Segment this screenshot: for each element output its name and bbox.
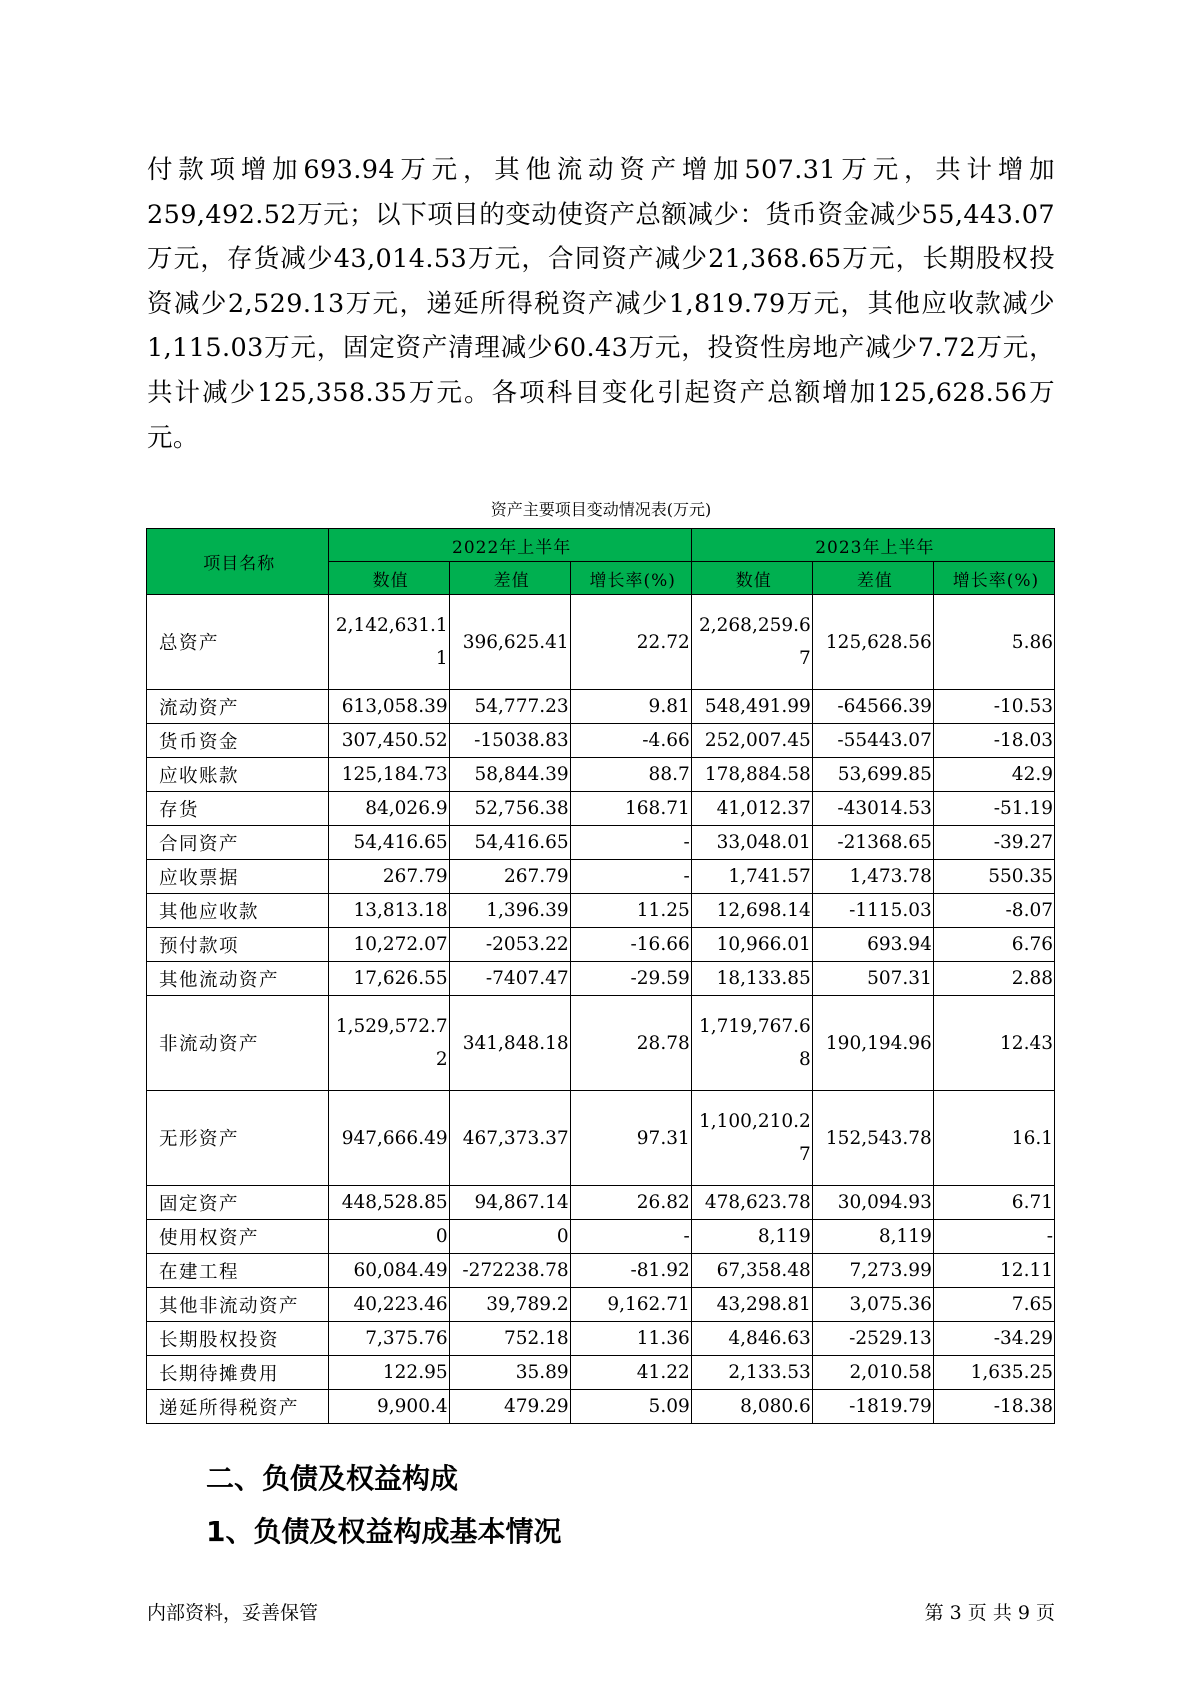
header-item-name: 项目名称 [147, 529, 329, 595]
value-2023-cell: 1,719,767.68 [691, 996, 812, 1091]
diff-2023-cell: 1,473.78 [812, 860, 933, 894]
value-2023-cell: 548,491.99 [691, 690, 812, 724]
diff-2022-cell: -2053.22 [449, 928, 570, 962]
diff-2023-cell: 507.31 [812, 962, 933, 996]
value-2022-cell: 1,529,572.72 [328, 996, 449, 1091]
diff-2022-cell: 267.79 [449, 860, 570, 894]
diff-2022-cell: 52,756.38 [449, 792, 570, 826]
table-row [147, 1390, 1055, 1424]
diff-2023-cell: -1115.03 [812, 894, 933, 928]
item-name-cell: 货币资金 [147, 724, 329, 758]
diff-2023-cell: -1819.79 [812, 1390, 933, 1424]
value-2022-cell: 0 [328, 1220, 449, 1254]
diff-2022-cell: 35.89 [449, 1356, 570, 1390]
item-name-cell: 非流动资产 [147, 996, 329, 1091]
rate-2023-cell: -8.07 [933, 894, 1054, 928]
diff-2022-cell: 0 [449, 1220, 570, 1254]
rate-2022-cell: 22.72 [570, 595, 691, 690]
value-2022-cell: 60,084.49 [328, 1254, 449, 1288]
value-2023-cell: 2,268,259.67 [691, 595, 812, 690]
value-2023-cell: 478,623.78 [691, 1186, 812, 1220]
rate-2022-cell: 28.78 [570, 996, 691, 1091]
diff-2022-cell: 396,625.41 [449, 595, 570, 690]
diff-2022-cell: 1,396.39 [449, 894, 570, 928]
value-2023-cell: 10,966.01 [691, 928, 812, 962]
value-2023-cell: 2,133.53 [691, 1356, 812, 1390]
header-value-2022: 数值 [328, 562, 449, 595]
table-row [147, 860, 1055, 894]
diff-2023-cell: -2529.13 [812, 1322, 933, 1356]
diff-2022-cell: 54,777.23 [449, 690, 570, 724]
value-2022-cell: 7,375.76 [328, 1322, 449, 1356]
diff-2022-cell: 341,848.18 [449, 996, 570, 1091]
value-2023-cell: 178,884.58 [691, 758, 812, 792]
value-2022-cell: 54,416.65 [328, 826, 449, 860]
table-row [147, 758, 1055, 792]
table-row [147, 1356, 1055, 1390]
rate-2023-cell: 12.11 [933, 1254, 1054, 1288]
value-2022-cell: 947,666.49 [328, 1091, 449, 1186]
header-value-2023: 数值 [691, 562, 812, 595]
table-row [147, 792, 1055, 826]
footer-confidential-note: 内部资料，妥善保管 [147, 1602, 319, 1624]
item-name-cell: 在建工程 [147, 1254, 329, 1288]
table-row [147, 928, 1055, 962]
asset-change-table [146, 528, 1055, 1424]
value-2023-cell: 67,358.48 [691, 1254, 812, 1288]
value-2022-cell: 10,272.07 [328, 928, 449, 962]
item-name-cell: 总资产 [147, 595, 329, 690]
value-2023-cell: 33,048.01 [691, 826, 812, 860]
diff-2023-cell: 3,075.36 [812, 1288, 933, 1322]
rate-2023-cell: 12.43 [933, 996, 1054, 1091]
value-2023-cell: 252,007.45 [691, 724, 812, 758]
rate-2022-cell: 97.31 [570, 1091, 691, 1186]
diff-2022-cell: 39,789.2 [449, 1288, 570, 1322]
item-name-cell: 其他流动资产 [147, 962, 329, 996]
rate-2023-cell: 7.65 [933, 1288, 1054, 1322]
rate-2022-cell: -81.92 [570, 1254, 691, 1288]
diff-2023-cell: -64566.39 [812, 690, 933, 724]
value-2023-cell: 43,298.81 [691, 1288, 812, 1322]
header-diff-2023: 差值 [812, 562, 933, 595]
value-2022-cell: 84,026.9 [328, 792, 449, 826]
value-2022-cell: 307,450.52 [328, 724, 449, 758]
table-row [147, 962, 1055, 996]
table-caption: 资产主要项目变动情况表(万元) [490, 500, 712, 519]
rate-2022-cell: - [570, 826, 691, 860]
item-name-cell: 应收票据 [147, 860, 329, 894]
rate-2022-cell: -29.59 [570, 962, 691, 996]
rate-2022-cell: -16.66 [570, 928, 691, 962]
diff-2022-cell: 54,416.65 [449, 826, 570, 860]
value-2022-cell: 125,184.73 [328, 758, 449, 792]
item-name-cell: 长期待摊费用 [147, 1356, 329, 1390]
table-row [147, 1288, 1055, 1322]
diff-2023-cell: 2,010.58 [812, 1356, 933, 1390]
value-2022-cell: 2,142,631.11 [328, 595, 449, 690]
diff-2023-cell: 7,273.99 [812, 1254, 933, 1288]
table-row [147, 690, 1055, 724]
rate-2023-cell: -18.03 [933, 724, 1054, 758]
rate-2023-cell: - [933, 1220, 1054, 1254]
rate-2023-cell: 42.9 [933, 758, 1054, 792]
table-row [147, 894, 1055, 928]
rate-2022-cell: - [570, 1220, 691, 1254]
footer-page-number: 第 3 页 共 9 页 [924, 1602, 1055, 1624]
value-2023-cell: 1,100,210.27 [691, 1091, 812, 1186]
rate-2023-cell: 16.1 [933, 1091, 1054, 1186]
diff-2023-cell: 152,543.78 [812, 1091, 933, 1186]
diff-2023-cell: 693.94 [812, 928, 933, 962]
value-2023-cell: 4,846.63 [691, 1322, 812, 1356]
value-2023-cell: 1,741.57 [691, 860, 812, 894]
table-row [147, 1091, 1055, 1186]
rate-2022-cell: 41.22 [570, 1356, 691, 1390]
table-row [147, 724, 1055, 758]
item-name-cell: 其他应收款 [147, 894, 329, 928]
body-paragraph: 付款项增加693.94万元，其他流动资产增加507.31万元，共计增加259,492.52万元；以下项目的变动使资产总额减少：货币资金减少55,443.07万元，存货减少43,014.53万元，合同资产减少21,368.65万元，长期股权投资减少2,529.13万元，递延所得税资产减少1,819.79万元，其他应收款减少1,115.03万元，固定资产清理减少60.43万元，投资性房地产减少7.72万元，共计减少125,358.35万元。各项科目变化引起资产总额增加125,628.56万元。 [147, 155, 1055, 453]
table-row [147, 595, 1055, 690]
item-name-cell: 预付款项 [147, 928, 329, 962]
diff-2022-cell: -15038.83 [449, 724, 570, 758]
value-2022-cell: 448,528.85 [328, 1186, 449, 1220]
rate-2023-cell: -34.29 [933, 1322, 1054, 1356]
diff-2023-cell: -55443.07 [812, 724, 933, 758]
table-row [147, 1220, 1055, 1254]
rate-2022-cell: 88.7 [570, 758, 691, 792]
diff-2022-cell: 58,844.39 [449, 758, 570, 792]
diff-2023-cell: 125,628.56 [812, 595, 933, 690]
header-period-2023: 2023年上半年 [691, 529, 1054, 562]
value-2023-cell: 41,012.37 [691, 792, 812, 826]
diff-2022-cell: 467,373.37 [449, 1091, 570, 1186]
rate-2023-cell: 550.35 [933, 860, 1054, 894]
section-heading: 二、负债及权益构成 [206, 1462, 459, 1495]
rate-2023-cell: 5.86 [933, 595, 1054, 690]
value-2022-cell: 122.95 [328, 1356, 449, 1390]
rate-2022-cell: 9,162.71 [570, 1288, 691, 1322]
item-name-cell: 无形资产 [147, 1091, 329, 1186]
diff-2023-cell: 8,119 [812, 1220, 933, 1254]
header-rate-2023: 增长率(%) [933, 562, 1054, 595]
value-2022-cell: 613,058.39 [328, 690, 449, 724]
rate-2022-cell: - [570, 860, 691, 894]
value-2023-cell: 18,133.85 [691, 962, 812, 996]
item-name-cell: 应收账款 [147, 758, 329, 792]
subsection-heading: 1、负债及权益构成基本情况 [206, 1515, 562, 1548]
value-2023-cell: 12,698.14 [691, 894, 812, 928]
rate-2023-cell: 6.71 [933, 1186, 1054, 1220]
diff-2023-cell: -43014.53 [812, 792, 933, 826]
table-row [147, 996, 1055, 1091]
header-period-2022: 2022年上半年 [328, 529, 691, 562]
diff-2023-cell: -21368.65 [812, 826, 933, 860]
value-2023-cell: 8,119 [691, 1220, 812, 1254]
rate-2022-cell: 11.36 [570, 1322, 691, 1356]
value-2022-cell: 40,223.46 [328, 1288, 449, 1322]
table-row [147, 1322, 1055, 1356]
diff-2023-cell: 190,194.96 [812, 996, 933, 1091]
value-2022-cell: 17,626.55 [328, 962, 449, 996]
table-body [147, 595, 1055, 1424]
item-name-cell: 递延所得税资产 [147, 1390, 329, 1424]
table-row [147, 1186, 1055, 1220]
rate-2022-cell: 11.25 [570, 894, 691, 928]
value-2022-cell: 9,900.4 [328, 1390, 449, 1424]
item-name-cell: 长期股权投资 [147, 1322, 329, 1356]
rate-2023-cell: -18.38 [933, 1390, 1054, 1424]
table-row [147, 826, 1055, 860]
diff-2022-cell: 94,867.14 [449, 1186, 570, 1220]
rate-2022-cell: 168.71 [570, 792, 691, 826]
diff-2023-cell: 30,094.93 [812, 1186, 933, 1220]
item-name-cell: 存货 [147, 792, 329, 826]
rate-2023-cell: -10.53 [933, 690, 1054, 724]
diff-2022-cell: 479.29 [449, 1390, 570, 1424]
rate-2023-cell: -39.27 [933, 826, 1054, 860]
diff-2022-cell: -7407.47 [449, 962, 570, 996]
value-2022-cell: 13,813.18 [328, 894, 449, 928]
table-row [147, 1254, 1055, 1288]
item-name-cell: 其他非流动资产 [147, 1288, 329, 1322]
rate-2022-cell: 5.09 [570, 1390, 691, 1424]
item-name-cell: 合同资产 [147, 826, 329, 860]
rate-2023-cell: 2.88 [933, 962, 1054, 996]
rate-2023-cell: 6.76 [933, 928, 1054, 962]
value-2022-cell: 267.79 [328, 860, 449, 894]
rate-2022-cell: 9.81 [570, 690, 691, 724]
rate-2022-cell: 26.82 [570, 1186, 691, 1220]
diff-2022-cell: -272238.78 [449, 1254, 570, 1288]
rate-2023-cell: 1,635.25 [933, 1356, 1054, 1390]
rate-2022-cell: -4.66 [570, 724, 691, 758]
value-2023-cell: 8,080.6 [691, 1390, 812, 1424]
header-rate-2022: 增长率(%) [570, 562, 691, 595]
item-name-cell: 流动资产 [147, 690, 329, 724]
rate-2023-cell: -51.19 [933, 792, 1054, 826]
item-name-cell: 使用权资产 [147, 1220, 329, 1254]
item-name-cell: 固定资产 [147, 1186, 329, 1220]
header-diff-2022: 差值 [449, 562, 570, 595]
diff-2023-cell: 53,699.85 [812, 758, 933, 792]
diff-2022-cell: 752.18 [449, 1322, 570, 1356]
